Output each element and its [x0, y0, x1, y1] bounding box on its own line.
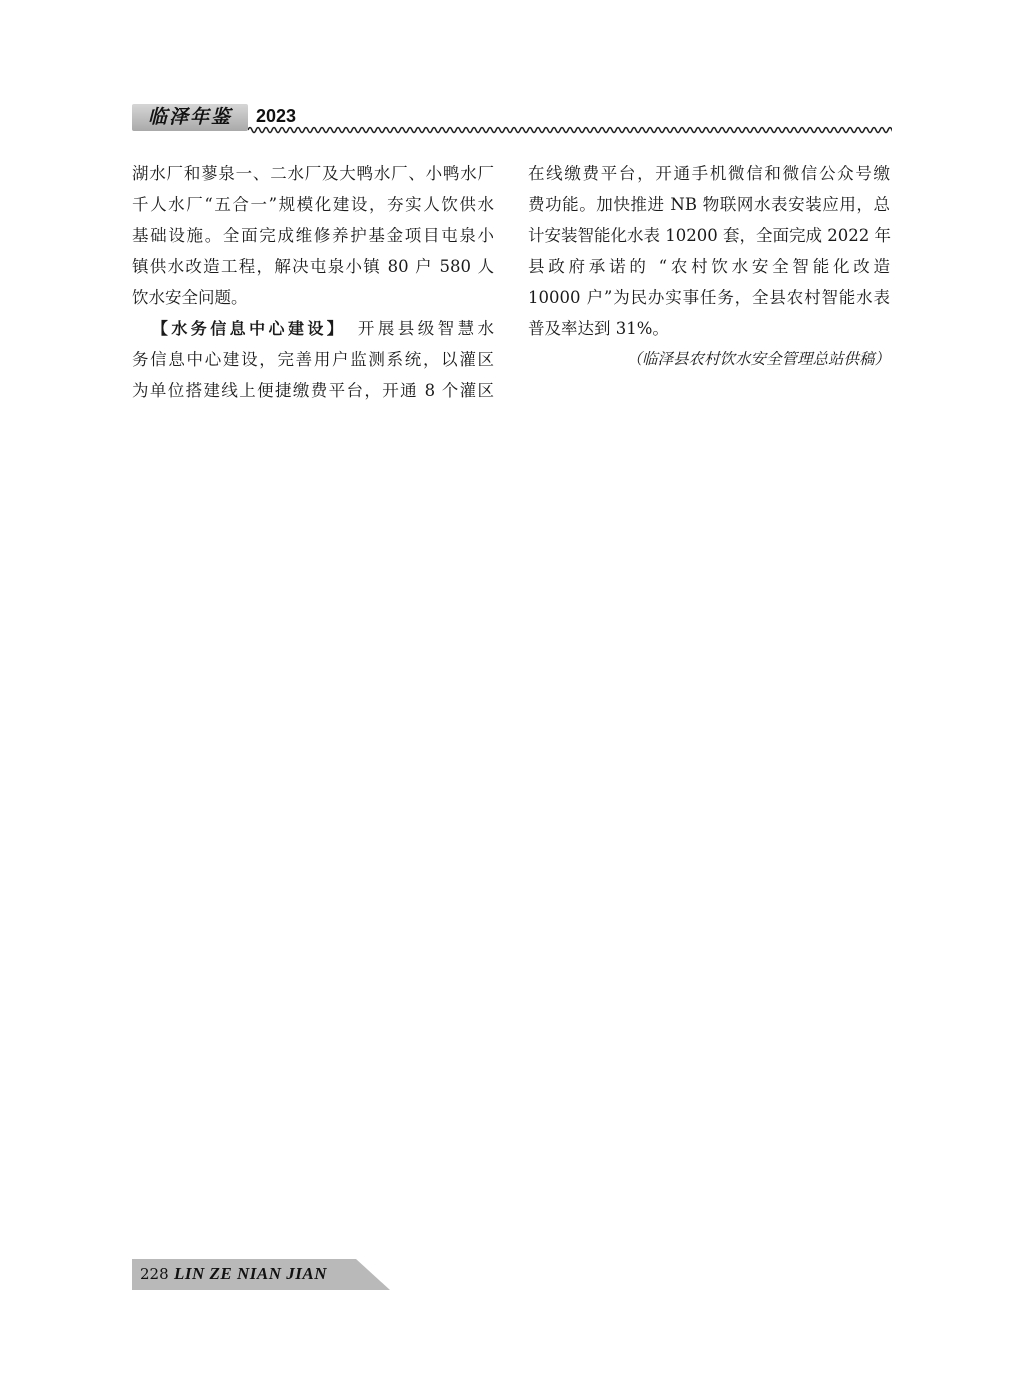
section-heading-rest: 开展县级智慧水 — [354, 319, 494, 338]
header-year: 2023 — [256, 106, 297, 126]
page-number: 228 — [140, 1265, 169, 1283]
right-line-5: 10000 户”为民办实事任务，全县农村智能水表 — [528, 288, 890, 307]
right-line-2: 费功能。加快推进 NB 物联网水表安装应用，总 — [528, 195, 890, 214]
header-wave-rule — [248, 124, 892, 136]
right-line-3: 计安装智能化水表 10200 套，全面完成 2022 年 — [528, 226, 891, 245]
page-footer — [132, 1259, 392, 1291]
right-line-1: 在线缴费平台，开通手机微信和微信公众号缴 — [528, 164, 890, 183]
left-line-4: 镇供水改造工程，解决屯泉小镇 80 户 580 人 — [132, 257, 494, 276]
left-line-8: 为单位搭建线上便捷缴费平台，开通 8 个灌区 — [132, 381, 494, 400]
running-title: LIN ZE NIAN JIAN — [174, 1264, 327, 1283]
header-title: 临泽年鉴 — [147, 106, 232, 128]
left-line-1: 湖水厂和蓼泉一、二水厂及大鸭水厂、小鸭水厂 — [132, 164, 494, 183]
right-line-6: 普及率达到 31%。 — [528, 319, 669, 338]
section-heading-line — [132, 313, 494, 344]
left-column — [132, 158, 494, 406]
right-line-4: 县政府承诺的 “农村饮水安全智能化改造 — [528, 257, 890, 276]
page-header — [132, 102, 892, 136]
source-credit: （临泽县农村饮水安全管理总站供稿） — [626, 350, 890, 368]
left-line-5: 饮水安全问题。 — [132, 288, 248, 307]
right-column — [528, 158, 890, 375]
left-line-7: 务信息中心建设，完善用户监测系统，以灌区 — [132, 350, 494, 369]
section-heading: 【水务信息中心建设】 — [148, 319, 347, 338]
left-line-3: 基础设施。全面完成维修养护基金项目屯泉小 — [132, 226, 494, 245]
left-line-2: 千人水厂“五合一”规模化建设，夯实人饮供水 — [132, 195, 494, 214]
